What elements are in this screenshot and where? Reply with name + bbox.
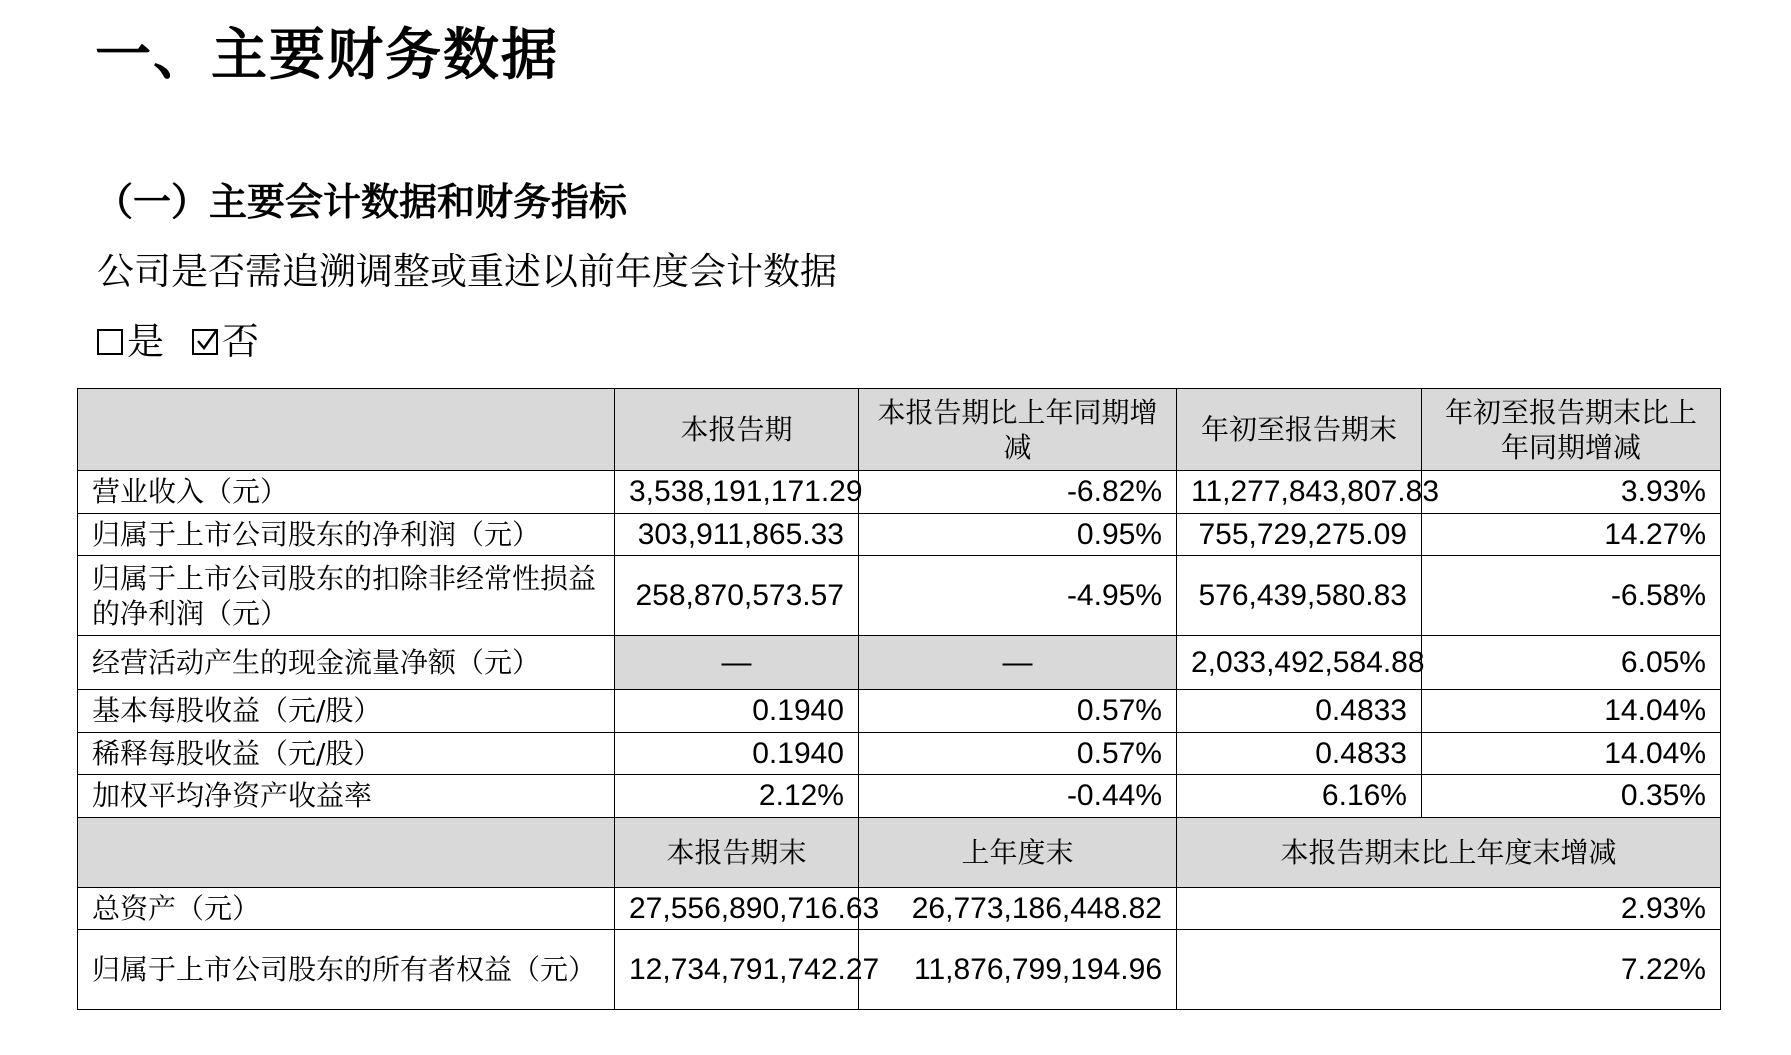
restatement-question: 公司是否需追溯调整或重述以前年度会计数据 <box>97 250 837 293</box>
cell-value: -0.44% <box>859 775 1177 818</box>
cell-value: 14.04% <box>1422 690 1721 733</box>
table-header-row <box>78 389 1721 471</box>
cell-value: 11,876,799,194.96 <box>859 930 1177 1010</box>
cell-value: 755,729,275.09 <box>1177 513 1422 556</box>
cell-value: 0.1940 <box>615 732 859 775</box>
table-row <box>78 775 1721 818</box>
cell-value: -6.82% <box>859 471 1177 514</box>
cell-value: 6.16% <box>1177 775 1422 818</box>
cell-value: -4.95% <box>859 556 1177 636</box>
cell-value: 14.04% <box>1422 732 1721 775</box>
row-label: 加权平均净资产收益率 <box>78 775 615 818</box>
cell-value: 26,773,186,448.82 <box>859 887 1177 930</box>
table-row <box>78 732 1721 775</box>
header-cell: 本报告期比上年同期增减 <box>859 389 1177 471</box>
cell-value: 0.4833 <box>1177 690 1422 733</box>
cell-value: — <box>859 636 1177 690</box>
cell-value: 0.57% <box>859 690 1177 733</box>
cell-value: — <box>615 636 859 690</box>
row-label: 归属于上市公司股东的扣除非经常性损益的净利润（元） <box>78 556 615 636</box>
cell-value: 11,277,843,807.83 <box>1177 471 1422 514</box>
cell-value: 7.22% <box>1177 930 1721 1010</box>
table-row <box>78 513 1721 556</box>
header-cell-blank <box>78 389 615 471</box>
row-label: 归属于上市公司股东的净利润（元） <box>78 513 615 556</box>
cell-value: 2,033,492,584.88 <box>1177 636 1422 690</box>
page-title: 一、主要财务数据 <box>95 23 559 88</box>
header-cell: 本报告期 <box>615 389 859 471</box>
cell-value: 0.95% <box>859 513 1177 556</box>
option-no[interactable] <box>192 320 259 364</box>
cell-value: 3,538,191,171.29 <box>615 471 859 514</box>
option-yes-label: 是 <box>127 320 164 363</box>
table-row <box>78 690 1721 733</box>
restatement-options <box>97 320 287 364</box>
row-label: 基本每股收益（元/股） <box>78 690 615 733</box>
cell-value: 6.05% <box>1422 636 1721 690</box>
table-row <box>78 930 1721 1010</box>
table-row <box>78 887 1721 930</box>
header-cell: 年初至报告期末比上年同期增减 <box>1422 389 1721 471</box>
option-no-label: 否 <box>222 320 259 363</box>
table-row <box>78 471 1721 514</box>
header-cell: 年初至报告期末 <box>1177 389 1422 471</box>
cell-value: 303,911,865.33 <box>615 513 859 556</box>
cell-value: 14.27% <box>1422 513 1721 556</box>
cell-value: 2.93% <box>1177 887 1721 930</box>
row-label: 归属于上市公司股东的所有者权益（元） <box>78 930 615 1010</box>
cell-value: 0.35% <box>1422 775 1721 818</box>
row-label: 经营活动产生的现金流量净额（元） <box>78 636 615 690</box>
row-label: 总资产（元） <box>78 887 615 930</box>
cell-value: 27,556,890,716.63 <box>615 887 859 930</box>
table-header-row <box>78 817 1721 887</box>
cell-value: 576,439,580.83 <box>1177 556 1422 636</box>
cell-value: 12,734,791,742.27 <box>615 930 859 1010</box>
cell-value: 0.1940 <box>615 690 859 733</box>
cell-value: 3.93% <box>1422 471 1721 514</box>
option-yes[interactable] <box>97 320 164 364</box>
section-title: （一）主要会计数据和财务指标 <box>95 180 628 224</box>
table-row <box>78 636 1721 690</box>
header-cell: 本报告期末比上年度末增减 <box>1177 817 1721 887</box>
cell-value: 0.57% <box>859 732 1177 775</box>
unchecked-box-icon[interactable] <box>97 329 123 355</box>
cell-value: -6.58% <box>1422 556 1721 636</box>
header-cell: 上年度末 <box>859 817 1177 887</box>
header-cell-blank <box>78 817 615 887</box>
cell-value: 0.4833 <box>1177 732 1422 775</box>
checked-box-icon[interactable] <box>192 329 218 355</box>
cell-value: 2.12% <box>615 775 859 818</box>
header-cell: 本报告期末 <box>615 817 859 887</box>
cell-value: 258,870,573.57 <box>615 556 859 636</box>
row-label: 营业收入（元） <box>78 471 615 514</box>
row-label: 稀释每股收益（元/股） <box>78 732 615 775</box>
financial-data-table <box>77 388 1721 1010</box>
table-row <box>78 556 1721 636</box>
